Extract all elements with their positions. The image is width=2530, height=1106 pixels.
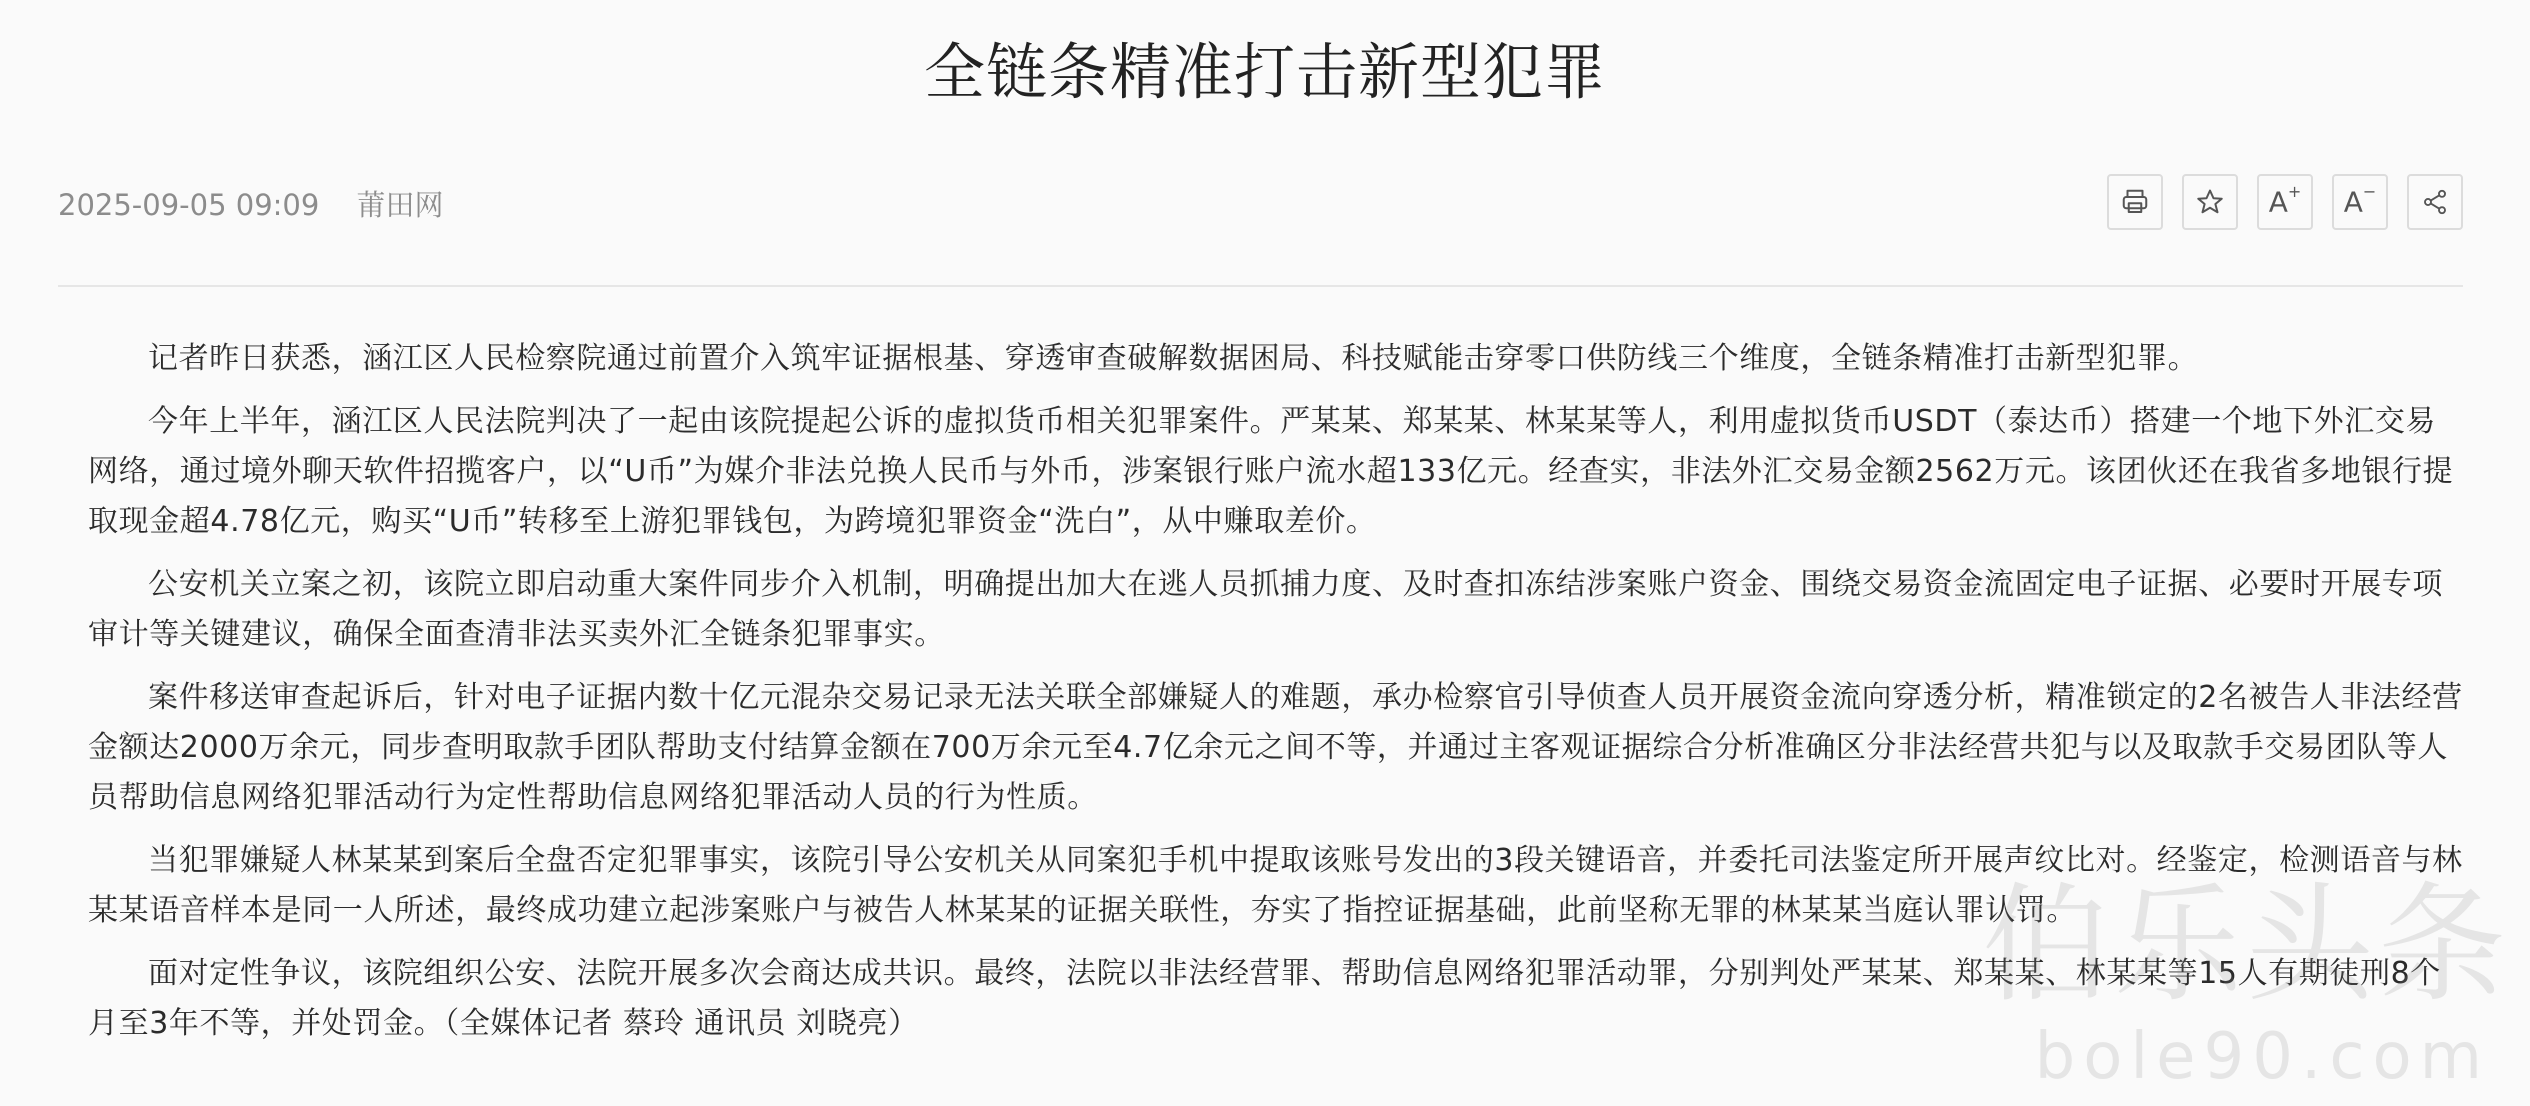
- watermark-text-en: bole90.com: [2034, 1020, 2490, 1094]
- article-paragraph: 今年上半年，涵江区人民法院判决了一起由该院提起公诉的虚拟货币相关犯罪案件。严某某、郑某某、林某某等人，利用虚拟货币USDT（泰达币）搭建一个地下外汇交易网络，通过境外聊天软件招揽客户，以“U币”为媒介非法兑换人民币与外币，涉案银行账户流水超133亿元。经查实，非法外汇交易金额2562万元。该团伙还在我省多地银行提取现金超4.78亿元，购买“U币”转移至上游犯罪钱包，为跨境犯罪资金“洗白”，从中赚取差价。: [88, 404, 2454, 539]
- article-paragraph: 记者昨日获悉，涵江区人民检察院通过前置介入筑牢证据根基、穿透审查破解数据困局、科技赋能击穿零口供防线三个维度，全链条精准打击新型犯罪。: [148, 341, 2199, 376]
- article-body: [88, 334, 2463, 1062]
- share-button[interactable]: [2407, 174, 2463, 230]
- star-icon: [2195, 187, 2225, 217]
- print-icon: [2120, 187, 2150, 217]
- article-paragraph: 公安机关立案之初，该院立即启动重大案件同步介入机制，明确提出加大在逃人员抓捕力度、及时查扣冻结涉案账户资金、围绕交易资金流固定电子证据、必要时开展专项审计等关键建议，确保全面查清非法买卖外汇全链条犯罪事实。: [88, 567, 2443, 652]
- watermark-text-cn: 伯乐头条: [1981, 871, 2510, 1020]
- article-paragraph: 案件移送审查起诉后，针对电子证据内数十亿元混杂交易记录无法关联全部嫌疑人的难题，承办检察官引导侦查人员开展资金流向穿透分析，精准锁定的2名被告人非法经营金额达2000万余元，同步查明取款手团队帮助支付结算金额在700万余元至4.7亿余元之间不等，并通过主客观证据综合分析准确区分非法经营共犯与以及取款手交易团队等人员帮助信息网络犯罪活动行为定性帮助信息网络犯罪活动人员的行为性质。: [88, 680, 2463, 815]
- font-decrease-icon: A−: [2343, 181, 2377, 219]
- share-icon: [2421, 188, 2449, 216]
- print-button[interactable]: [2107, 174, 2163, 230]
- article-title: 全链条精准打击新型犯罪: [923, 37, 1606, 108]
- font-decrease-button[interactable]: [2332, 174, 2388, 230]
- article-paragraph: 当犯罪嫌疑人林某某到案后全盘否定犯罪事实，该院引导公安机关从同案犯手机中提取该账号发出的3段关键语音，并委托司法鉴定所开展声纹比对。经鉴定，检测语音与林某某语音样本是同一人所述，最终成功建立起涉案账户与被告人林某某的证据关联性，夯实了指控证据基础，此前坚称无罪的林某某当庭认罪认罚。: [88, 843, 2463, 928]
- article-paragraph: 面对定性争议，该院组织公安、法院开展多次会商达成共识。最终，法院以非法经营罪、帮助信息网络犯罪活动罪，分别判处严某某、郑某某、林某某等15人有期徒刑8个月至3年不等，并处罚金。（全媒体记者 蔡玲 通讯员 刘晓亮）: [88, 956, 2441, 1041]
- publish-datetime: 2025-09-05 09:09: [58, 188, 320, 222]
- favorite-button[interactable]: [2182, 174, 2238, 230]
- font-increase-button[interactable]: [2257, 174, 2313, 230]
- article-meta: [58, 183, 444, 227]
- article-toolbar: [2107, 174, 2463, 232]
- article-source[interactable]: 莆田网: [356, 188, 444, 222]
- font-increase-icon: A+: [2268, 181, 2302, 219]
- header-divider: [58, 285, 2463, 287]
